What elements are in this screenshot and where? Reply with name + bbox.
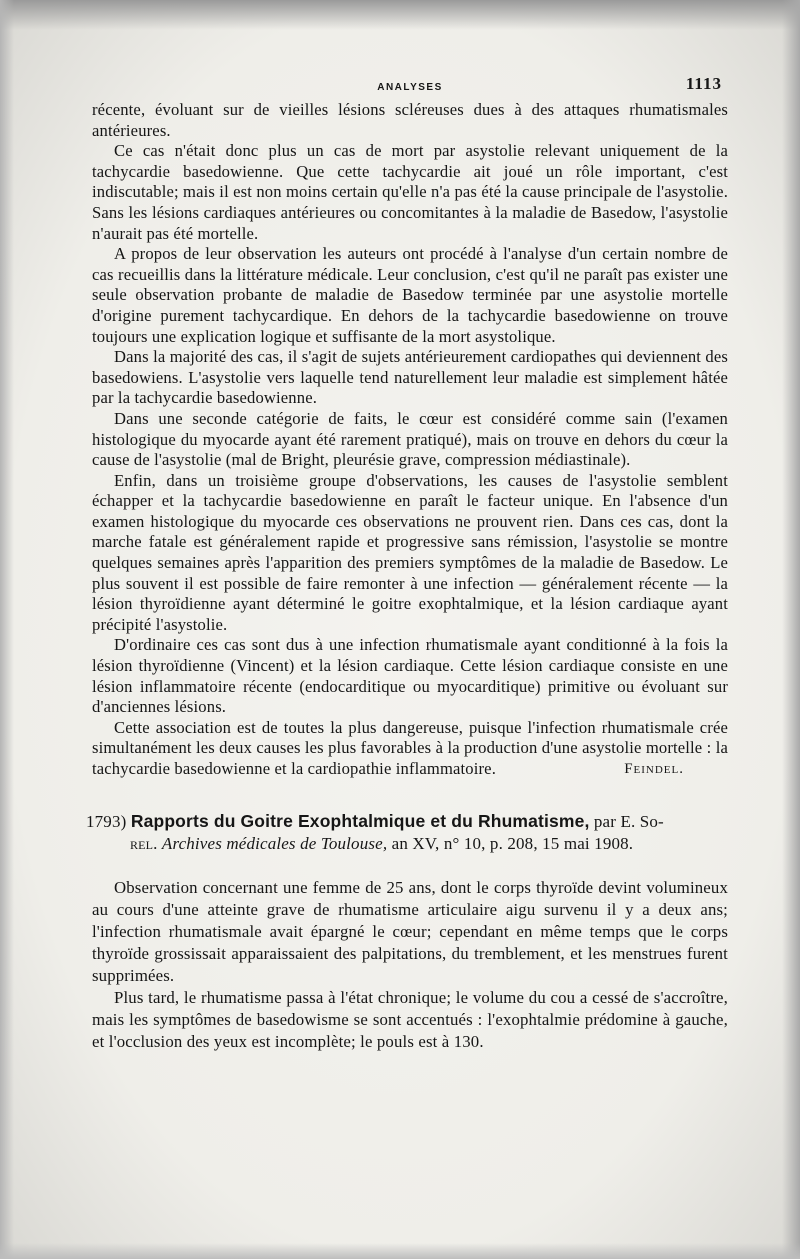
running-head: ANALYSES <box>377 82 443 93</box>
scan-shadow-left <box>0 0 14 1259</box>
paragraph: Ce cas n'était donc plus un cas de mort par asystolie relevant uniquement de la tachycardie basedowienne. Que cette tachycardie ait joué un rôle important, c'est indiscutable; mais il est non moins certain qu'elle n'a pas été la cause principale de l'asystolie. Sans les lésions cardiaques antérieures ou concomitantes à la maladie de Basedow, l'asystolie n'aurait pas été mortelle. <box>92 141 728 243</box>
reviewer-signature: Feindel. <box>624 761 684 777</box>
paragraph: Enfin, dans un troisième groupe d'observations, les causes de l'asystolie semblent échapper et la tachycardie basedowienne en paraît le facteur unique. En l'absence d'un examen histologique du myocarde ces observations ne prouvent rien. Dans ces cas, dont la marche fatale est généralement rapide et progressive sans rémission, l'asystolie se montre quelques semaines après l'apparition des premiers symptômes de la maladie de Basedow. Le plus souvent il est possible de faire remonter à une infection — généralement récente — la lésion thyroïdienne ayant déterminé le goitre exophtalmique, et la lésion cardiaque ayant précipité l'asystolie. <box>92 470 728 634</box>
article-byline: par E. So- <box>589 811 664 831</box>
scan-shadow-bottom <box>0 1243 800 1259</box>
paragraph: Plus tard, le rhumatisme passa à l'état chronique; le volume du cou a cessé de s'accroître, mais les symptômes de basedowisme se sont accentués : l'exophtalmie prédomine à gauche, et l'occlusion des yeux est incomplète; le pouls est à 130. <box>92 987 728 1051</box>
article-heading <box>86 810 728 855</box>
page-body <box>86 72 728 1053</box>
paragraph: A propos de leur observation les auteurs ont procédé à l'analyse d'un certain nombre de cas recueillis dans la littérature médicale. Leur conclusion, c'est qu'il ne paraît pas exister une seule observation probante de maladie de Basedow terminée par une asystolie mortelle d'origine purement tachycardique. En dehors de la tachycardie basedowienne on trouve toujours une explication logique et suffisante de la mort asystolique. <box>92 244 728 346</box>
article-abstract <box>92 877 728 1053</box>
paragraph: Dans une seconde catégorie de faits, le cœur est considéré comme sain (l'examen histologique du myocarde ayant été rarement pratiqué), mais on trouve en dehors du cœur la cause de l'asystolie (mal de Bright, pleurésie grave, compression médiastinale). <box>92 408 728 470</box>
paragraph-with-signature <box>92 718 728 780</box>
paragraph: récente, évoluant sur de vieilles lésions scléreuses dues à des attaques rhumatismales antérieures. <box>92 100 728 140</box>
article-number: 1793) <box>86 811 127 831</box>
paragraph-text: Cette association est de toutes la plus dangereuse, puisque l'infection rhumatismale crée simultanément les deux causes les plus favorables à la production d'une asystolie mortelle : la tachycardie basedowienne et la cardiopathie inflammatoire. <box>92 717 728 778</box>
paragraph: D'ordinaire ces cas sont dus à une infection rhumatismale ayant conditionné à la fois la lésion thyroïdienne (Vincent) et la lésion cardiaque. Cette lésion cardiaque consiste en une lésion inflammatoire récente (endocarditique ou myocarditique) primitive ou évoluant sur d'anciennes lésions. <box>92 635 728 717</box>
article-journal: Archives médicales de Toulouse, <box>161 833 388 853</box>
article-author-end: rel. <box>130 833 158 853</box>
paragraph: Observation concernant une femme de 25 ans, dont le corps thyroïde devint volumineux au cours d'une atteinte grave de rhumatisme articulaire aigu survenu il y a deux ans; l'infection rhumatismale avait épargné le cœur; cependant en même temps que le corps thyroïde grossissait apparaissaient des palpitations, du tremblement, et les menstrues furent supprimées. <box>92 877 728 985</box>
scan-shadow-right <box>782 0 800 1259</box>
article-citation-line <box>86 833 728 855</box>
review-continued <box>92 100 728 780</box>
article-title: Rapports du Goitre Exophtalmique et du Rhumatisme, <box>130 810 590 831</box>
scan-shadow-top <box>0 0 800 30</box>
article-citation: an XV, n° 10, p. 208, 15 mai 1908. <box>387 833 634 853</box>
paragraph: Dans la majorité des cas, il s'agit de sujets antérieurement cardiopathes qui deviennent des basedowiens. L'asystolie vers laquelle tend naturellement leur maladie est simplement hâtée par la tachycardie basedowienne. <box>92 347 728 408</box>
page-number: 1113 <box>685 74 722 93</box>
page-header <box>92 72 728 96</box>
